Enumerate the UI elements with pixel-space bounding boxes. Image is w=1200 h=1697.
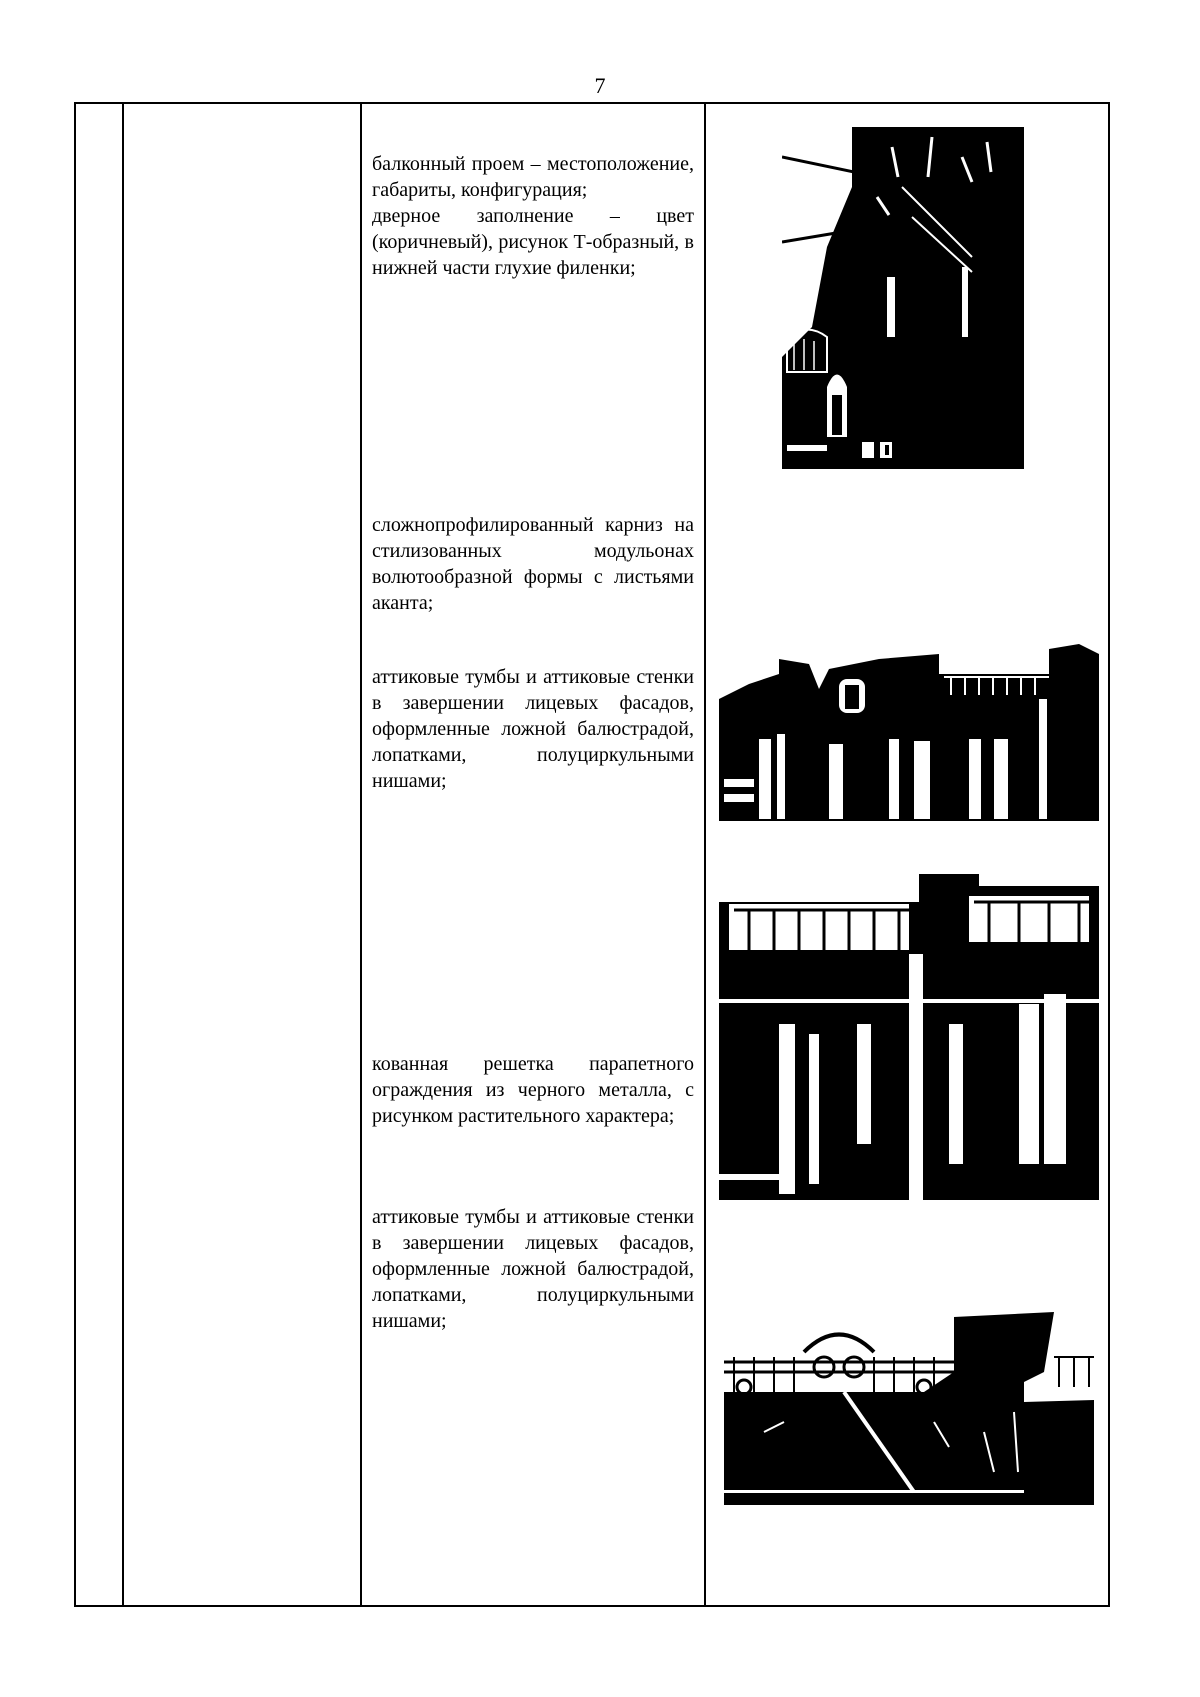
facade-photo-cornice (719, 874, 1099, 1200)
facade-photo-attic (719, 629, 1099, 821)
row-description-railing: кованная решетка парапетного ограждения из черного металла, с рисунком растительного характера; (372, 1053, 694, 1127)
column-divider (360, 104, 362, 1605)
row-description-cornice: сложнопрофилированный карниз на стилизованных модульонах волютообразной формы с листьями аканта; (372, 514, 694, 614)
page-number: 7 (594, 73, 606, 98)
column-divider (704, 104, 706, 1605)
facade-photo-balcony (782, 127, 1024, 469)
row-description-attic-2: аттиковые тумбы и аттиковые стенки в завершении лицевых фасадов, оформленные ложной балюстрадой, лопатками, полуциркульными нишами; (372, 1206, 694, 1332)
column-divider (122, 104, 124, 1605)
row-description-attic: аттиковые тумбы и аттиковые стенки в завершении лицевых фасадов, оформленные ложной балюстрадой, лопатками, полуциркульными нишами; (372, 666, 694, 792)
row-description-balcony: балконный проем – местоположение, габариты, конфигурация; дверное заполнение – цвет (коричневый), рисунок Т-образный, в нижней части глухие филенки; (372, 153, 694, 279)
facade-photo-railing (724, 1312, 1094, 1505)
